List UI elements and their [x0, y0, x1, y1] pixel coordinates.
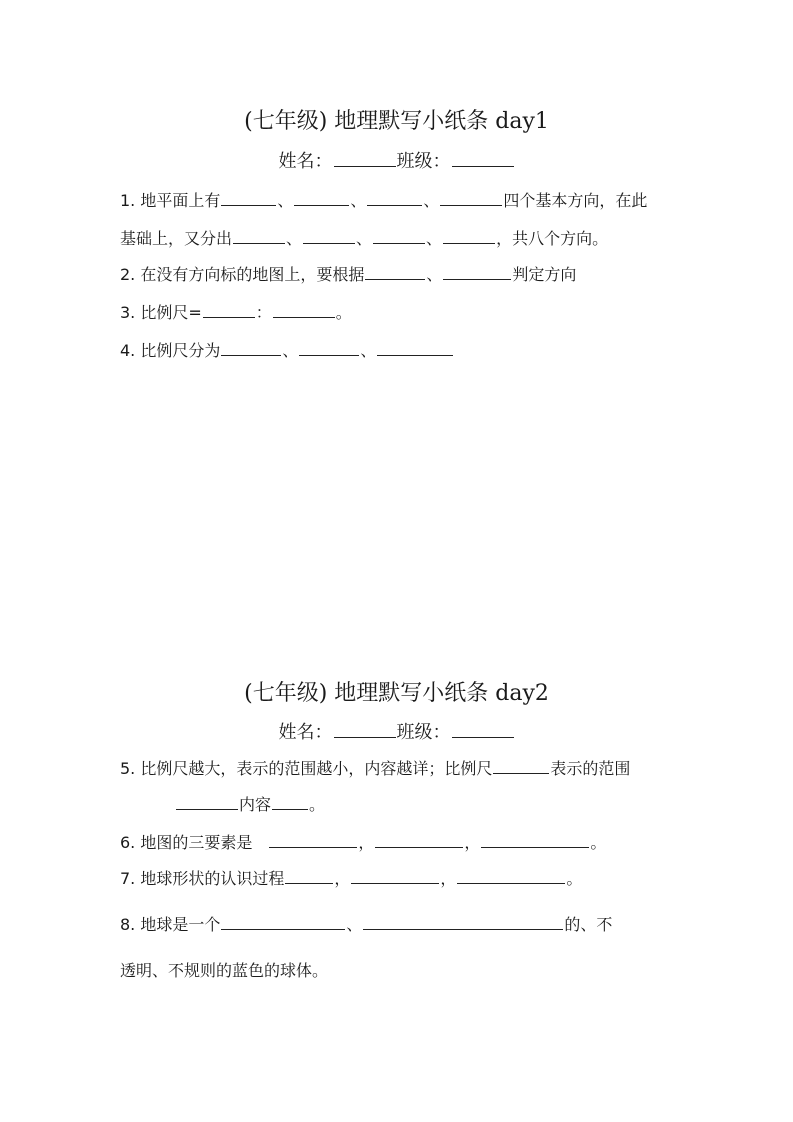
question-8-line-1	[120, 912, 612, 935]
answer-blank[interactable]	[457, 869, 565, 884]
punct: 、	[286, 229, 303, 248]
punct: 。	[566, 869, 583, 888]
sheet-title: (七年级) 地理默写小纸条 day2	[244, 681, 549, 706]
question-5-line-1	[120, 756, 630, 779]
punct: 。	[590, 833, 607, 852]
question-1-line-2	[120, 226, 608, 249]
answer-blank[interactable]	[367, 191, 422, 206]
answer-blank[interactable]	[221, 915, 345, 930]
name-blank[interactable]	[334, 723, 396, 738]
name-class-row	[0, 718, 793, 744]
class-blank[interactable]	[452, 723, 514, 738]
sheet-title: (七年级) 地理默写小纸条 day1	[244, 109, 549, 134]
punct: 。	[335, 303, 352, 322]
answer-blank[interactable]	[440, 191, 502, 206]
punct: 、	[346, 915, 363, 934]
punct: ，	[440, 869, 457, 888]
question-text: 6. 地图的三要素是	[120, 833, 253, 852]
punct: 、	[350, 191, 367, 210]
punct: ，	[464, 833, 481, 852]
answer-blank[interactable]	[375, 833, 463, 848]
answer-blank[interactable]	[294, 191, 349, 206]
answer-blank[interactable]	[221, 191, 276, 206]
answer-blank[interactable]	[443, 265, 511, 280]
punct: ，	[334, 869, 351, 888]
answer-blank[interactable]	[176, 795, 238, 810]
question-text: 基础上，又分出	[120, 229, 233, 248]
answer-blank[interactable]	[377, 341, 453, 356]
question-text: 透明、不规则的蓝色的球体。	[120, 961, 329, 980]
punct: ，	[358, 833, 375, 852]
question-text: 的、不	[564, 915, 613, 934]
name-blank[interactable]	[334, 152, 396, 167]
question-1-line-1	[120, 188, 647, 211]
answer-blank[interactable]	[221, 341, 281, 356]
question-8-line-2	[120, 958, 328, 981]
question-text: ，共八个方向。	[496, 229, 609, 248]
question-text: 3. 比例尺=	[120, 303, 202, 322]
question-text: 表示的范围	[550, 759, 631, 778]
question-2	[120, 262, 576, 285]
class-blank[interactable]	[452, 152, 514, 167]
answer-blank[interactable]	[299, 341, 359, 356]
question-text: 判定方向	[512, 265, 577, 284]
answer-blank[interactable]	[303, 229, 355, 244]
question-7	[120, 866, 582, 889]
question-text: 5. 比例尺越大，表示的范围越小，内容越详；比例尺	[120, 759, 493, 778]
answer-blank[interactable]	[285, 869, 333, 884]
name-label: 姓名：	[278, 722, 333, 743]
answer-blank[interactable]	[363, 915, 563, 930]
answer-blank[interactable]	[351, 869, 439, 884]
name-label: 姓名：	[278, 151, 333, 172]
punct: 、	[426, 229, 443, 248]
punct: 、	[356, 229, 373, 248]
class-label: 班级：	[396, 722, 451, 743]
answer-blank[interactable]	[203, 303, 255, 318]
question-text: 四个基本方向，在此	[503, 191, 648, 210]
question-text: 4. 比例尺分为	[120, 341, 221, 360]
answer-blank[interactable]	[481, 833, 589, 848]
name-class-row	[0, 147, 793, 173]
question-4	[120, 338, 454, 361]
answer-blank[interactable]	[493, 759, 549, 774]
question-text: 7. 地球形状的认识过程	[120, 869, 285, 888]
answer-blank[interactable]	[269, 833, 357, 848]
answer-blank[interactable]	[233, 229, 285, 244]
question-5-line-2	[175, 792, 325, 815]
punct: 、	[423, 191, 440, 210]
punct: 。	[309, 795, 326, 814]
question-6	[120, 830, 606, 853]
question-text: 8. 地球是一个	[120, 915, 221, 934]
answer-blank[interactable]	[272, 795, 308, 810]
question-text: 2. 在没有方向标的地图上，要根据	[120, 265, 365, 284]
answer-blank[interactable]	[443, 229, 495, 244]
answer-blank[interactable]	[373, 229, 425, 244]
punct: 、	[360, 341, 377, 360]
colon: ：	[255, 303, 272, 322]
answer-blank[interactable]	[273, 303, 335, 318]
punct: 、	[426, 265, 443, 284]
question-text: 内容	[239, 795, 272, 814]
punct: 、	[277, 191, 294, 210]
punct: 、	[282, 341, 299, 360]
question-text: 1. 地平面上有	[120, 191, 221, 210]
class-label: 班级：	[396, 151, 451, 172]
answer-blank[interactable]	[365, 265, 425, 280]
question-3	[120, 300, 352, 323]
